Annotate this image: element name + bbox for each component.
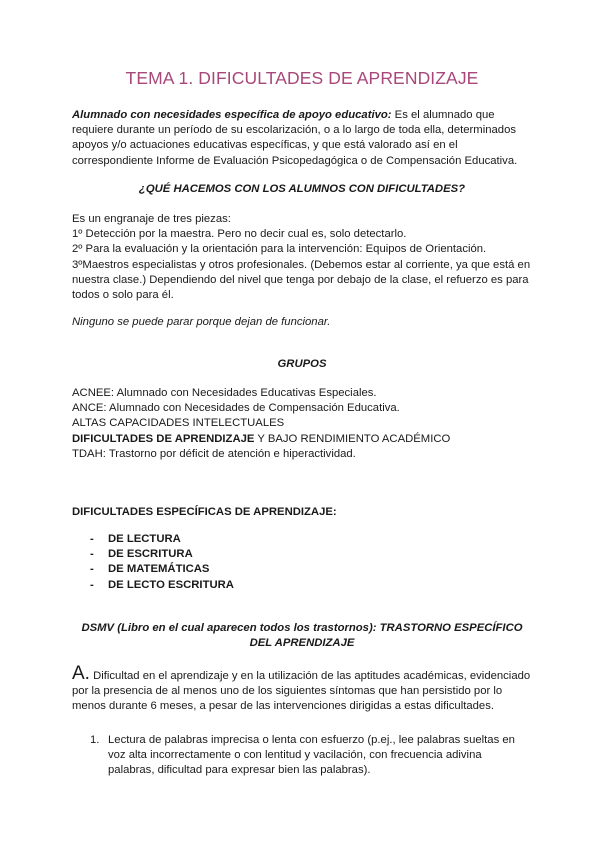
dsm-heading-line1: DSMV (Libro en el cual aparecen todos los trastornos): TRASTORNO ESPECÍFICO xyxy=(81,622,523,634)
piece-2: 2º Para la evaluación y la orientación para la intervención: Equipos de Orientación. xyxy=(72,243,487,256)
intro-text: Es el alumnado que requiere durante un período de su escolarización, o a lo largo de toda ella, determinados apoyos y/o actuaciones educativas específicas, y que está valorado así en el correspondiente Informe de Evaluación Psicopedagógica o de Compensación Educativa. xyxy=(72,109,518,167)
list-dash: - xyxy=(90,548,94,561)
symptom-item xyxy=(90,733,530,779)
criterion-letter: A. xyxy=(72,663,90,684)
list-dash: - xyxy=(90,578,94,591)
criterion-a xyxy=(72,663,532,715)
group-dificultades xyxy=(72,432,532,447)
intro-term: Alumnado con necesidades específica de apoyo educativo: xyxy=(72,109,392,121)
intro-paragraph xyxy=(72,108,532,169)
group-acnee: ACNEE: Alumnado con Necesidades Educativas Especiales. xyxy=(72,387,377,399)
specific-list xyxy=(90,532,510,593)
group-ance: ANCE: Alumnado con Necesidades de Compensación Educativa. xyxy=(72,402,400,415)
groups-heading: GRUPOS xyxy=(277,358,327,370)
specific-heading: DIFICULTADES ESPECÍFICAS DE APRENDIZAJE: xyxy=(72,506,337,518)
list-dash: - xyxy=(90,563,94,576)
dsm-heading-line2: DEL APRENDIZAJE xyxy=(249,637,355,650)
piece-3: 3ºMaestros especialistas y otros profesionales. (Debemos estar al corriente, ya que está en nuestra clase.) Dependiendo del nivel que tenga por debajo de la clase, el refuerzo es para todos o solo para él. xyxy=(72,258,531,302)
groups-list xyxy=(72,386,532,462)
list-dash: - xyxy=(90,533,94,545)
specific-item: - DE MATEMÁTICAS xyxy=(90,562,510,577)
specific-item: - DE ESCRITURA xyxy=(90,547,510,562)
piece-1: 1º Detección por la maestra. Pero no decir cual es, solo detectarlo. xyxy=(72,228,407,241)
criterion-text: Dificultad en el aprendizaje y en la utilización de las aptitudes académicas, evidenciado por la presencia de al menos uno de los siguientes síntomas que han persistido por lo menos durante 6 meses, a pesar de las intervenciones dirigidas a estas dificultades. xyxy=(72,670,531,713)
specific-item: - DE LECTO ESCRITURA xyxy=(90,578,510,593)
specific-item: - DE LECTURA xyxy=(90,532,510,547)
symptom-text: Lectura de palabras imprecisa o lenta con esfuerzo (p.ej., lee palabras sueltas en voz alta incorrectamente o con lentitud y vacilación, con frecuencia adivina palabras, dificultad para expresar bien las palabras). xyxy=(108,734,515,777)
dsm-heading xyxy=(72,621,532,651)
group-dificultades-rest: Y BAJO RENDIMIENTO ACADÉMICO xyxy=(254,432,451,445)
group-dificultades-bold: DIFICULTADES DE APRENDIZAJE xyxy=(72,432,255,445)
pieces-block xyxy=(72,212,532,303)
question-heading: ¿QUÉ HACEMOS CON LOS ALUMNOS CON DIFICULTADES? xyxy=(138,183,466,195)
note-text: Ninguno se puede parar porque dejan de funcionar. xyxy=(72,316,331,328)
symptom-number: 1. xyxy=(90,734,100,746)
page-title: TEMA 1. DIFICULTADES DE APRENDIZAJE xyxy=(125,68,479,88)
group-altas: ALTAS CAPACIDADES INTELECTUALES xyxy=(72,417,285,430)
pieces-lead: Es un engranaje de tres piezas: xyxy=(72,213,231,225)
group-tdah: TDAH: Trastorno por déficit de atención e hiperactividad. xyxy=(72,447,356,460)
